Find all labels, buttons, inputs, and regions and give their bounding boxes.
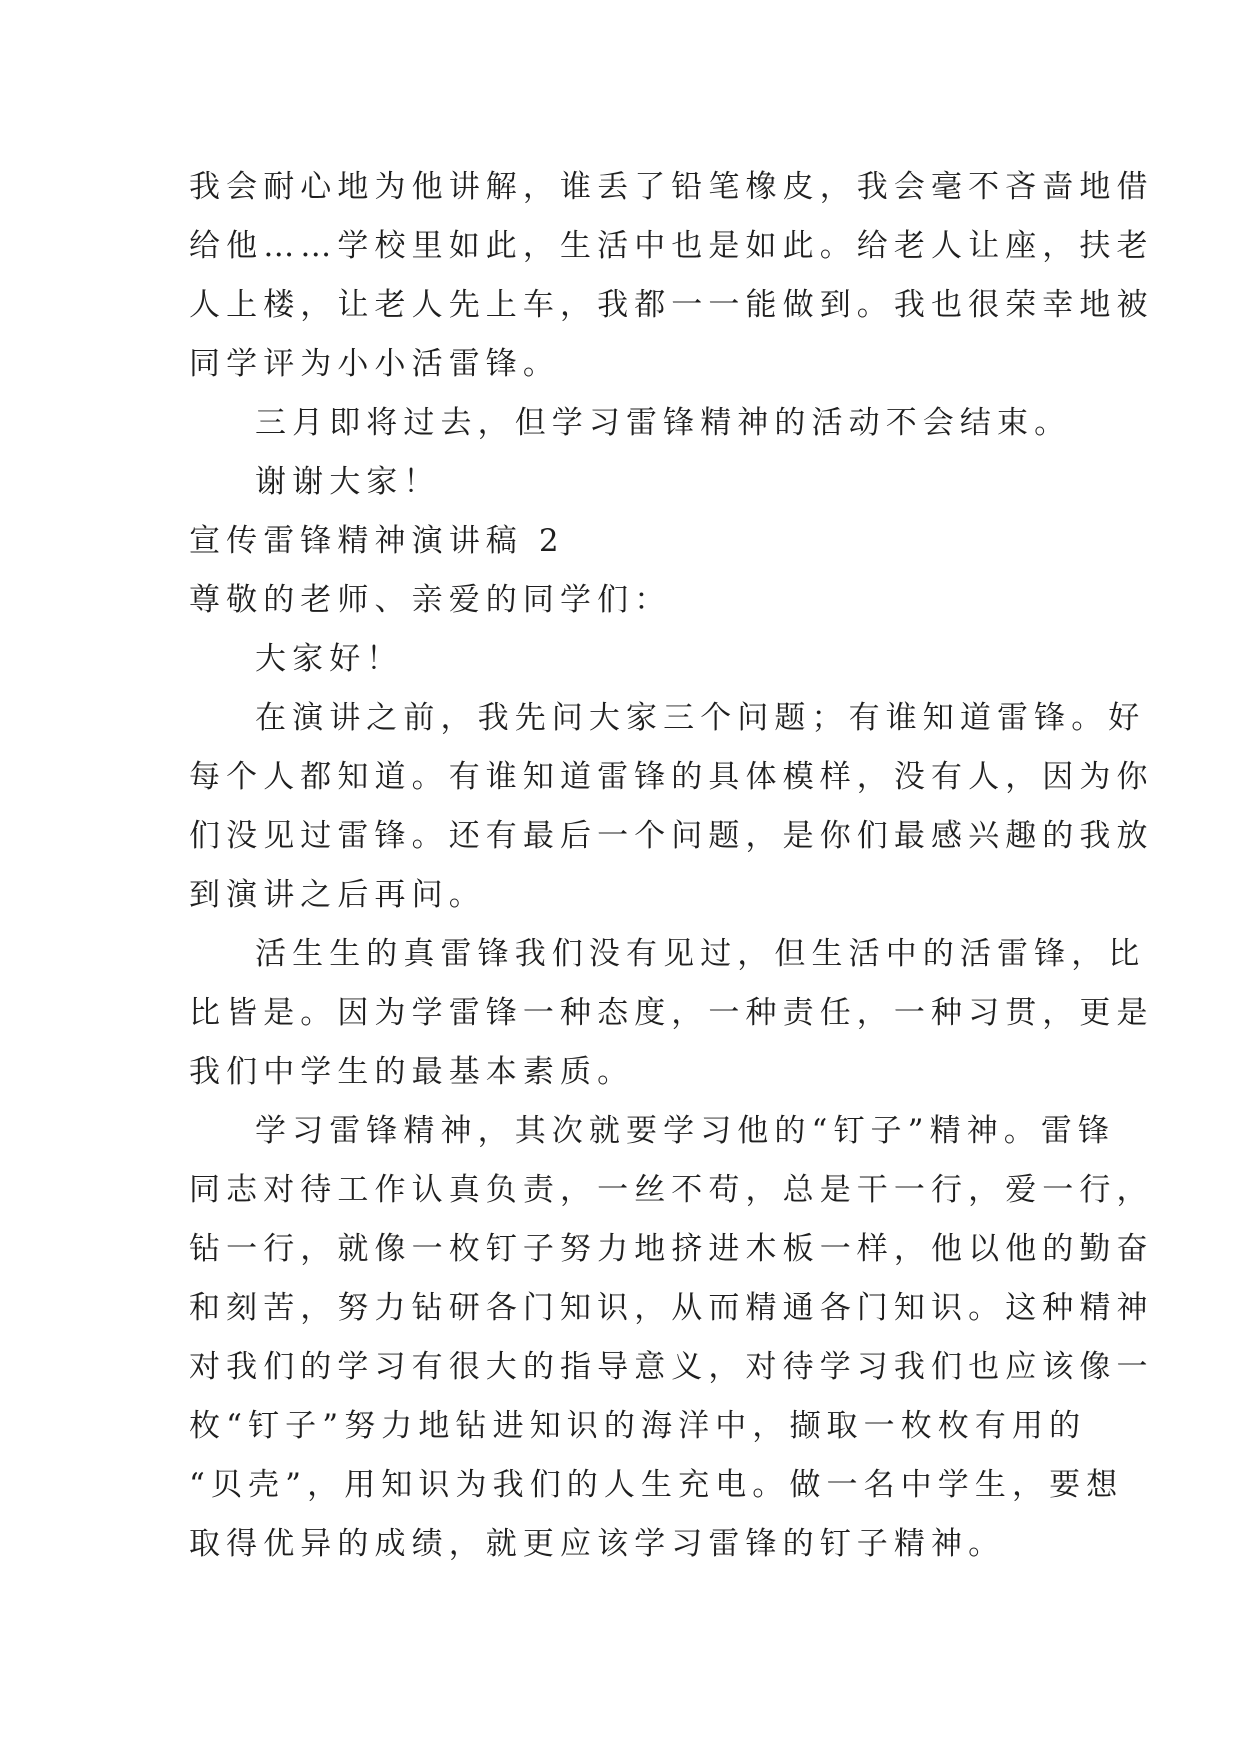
section-title: 宣传雷锋精神演讲稿 2 bbox=[189, 523, 565, 559]
text-line: 和刻苦，努力钻研各门知识，从而精通各门知识。这种精神 bbox=[189, 1290, 1154, 1326]
text-line: 同志对待工作认真负责，一丝不苟，总是干一行，爱一行， bbox=[189, 1172, 1154, 1208]
text-line: 取得优异的成绩，就更应该学习雷锋的钉子精神。 bbox=[189, 1526, 1006, 1562]
greeting: 大家好！ bbox=[255, 641, 404, 677]
text-line: “贝壳”，用知识为我们的人生充电。做一名中学生，要想 bbox=[189, 1467, 1124, 1503]
text-line: 每个人都知道。有谁知道雷锋的具体模样，没有人，因为你 bbox=[189, 759, 1154, 795]
text-line: 枚“钉子”努力地钻进知识的海洋中，撷取一枚枚有用的 bbox=[189, 1408, 1087, 1444]
text-line: 比皆是。因为学雷锋一种态度，一种责任，一种习贯，更是 bbox=[189, 995, 1154, 1031]
paragraph-line: 三月即将过去，但学习雷锋精神的活动不会结束。 bbox=[255, 405, 1072, 441]
text-line: 对我们的学习有很大的指导意义，对待学习我们也应该像一 bbox=[189, 1349, 1154, 1385]
text-line: 到演讲之后再问。 bbox=[189, 877, 486, 913]
paragraph-line: 活生生的真雷锋我们没有见过，但生活中的活雷锋，比 bbox=[255, 936, 1146, 972]
document-body bbox=[189, 158, 1154, 1574]
paragraph-line: 在演讲之前，我先问大家三个问题；有谁知道雷锋。好 bbox=[255, 700, 1146, 736]
paragraph-line: 谢谢大家！ bbox=[255, 464, 441, 500]
paragraph-line: 学习雷锋精神，其次就要学习他的“钉子”精神。雷锋 bbox=[255, 1113, 1116, 1149]
text-line: 人上楼，让老人先上车，我都一一能做到。我也很荣幸地被 bbox=[189, 287, 1154, 323]
text-line: 我会耐心地为他讲解，谁丢了铅笔橡皮，我会毫不吝啬地借 bbox=[189, 169, 1154, 205]
text-line: 我们中学生的最基本素质。 bbox=[189, 1054, 635, 1090]
salutation: 尊敬的老师、亲爱的同学们： bbox=[189, 582, 672, 618]
text-line: 同学评为小小活雷锋。 bbox=[189, 346, 560, 382]
text-line: 钻一行，就像一枚钉子努力地挤进木板一样，他以他的勤奋 bbox=[189, 1231, 1154, 1267]
text-line: 给他……学校里如此，生活中也是如此。给老人让座，扶老 bbox=[189, 228, 1154, 264]
text-line: 们没见过雷锋。还有最后一个问题，是你们最感兴趣的我放 bbox=[189, 818, 1154, 854]
